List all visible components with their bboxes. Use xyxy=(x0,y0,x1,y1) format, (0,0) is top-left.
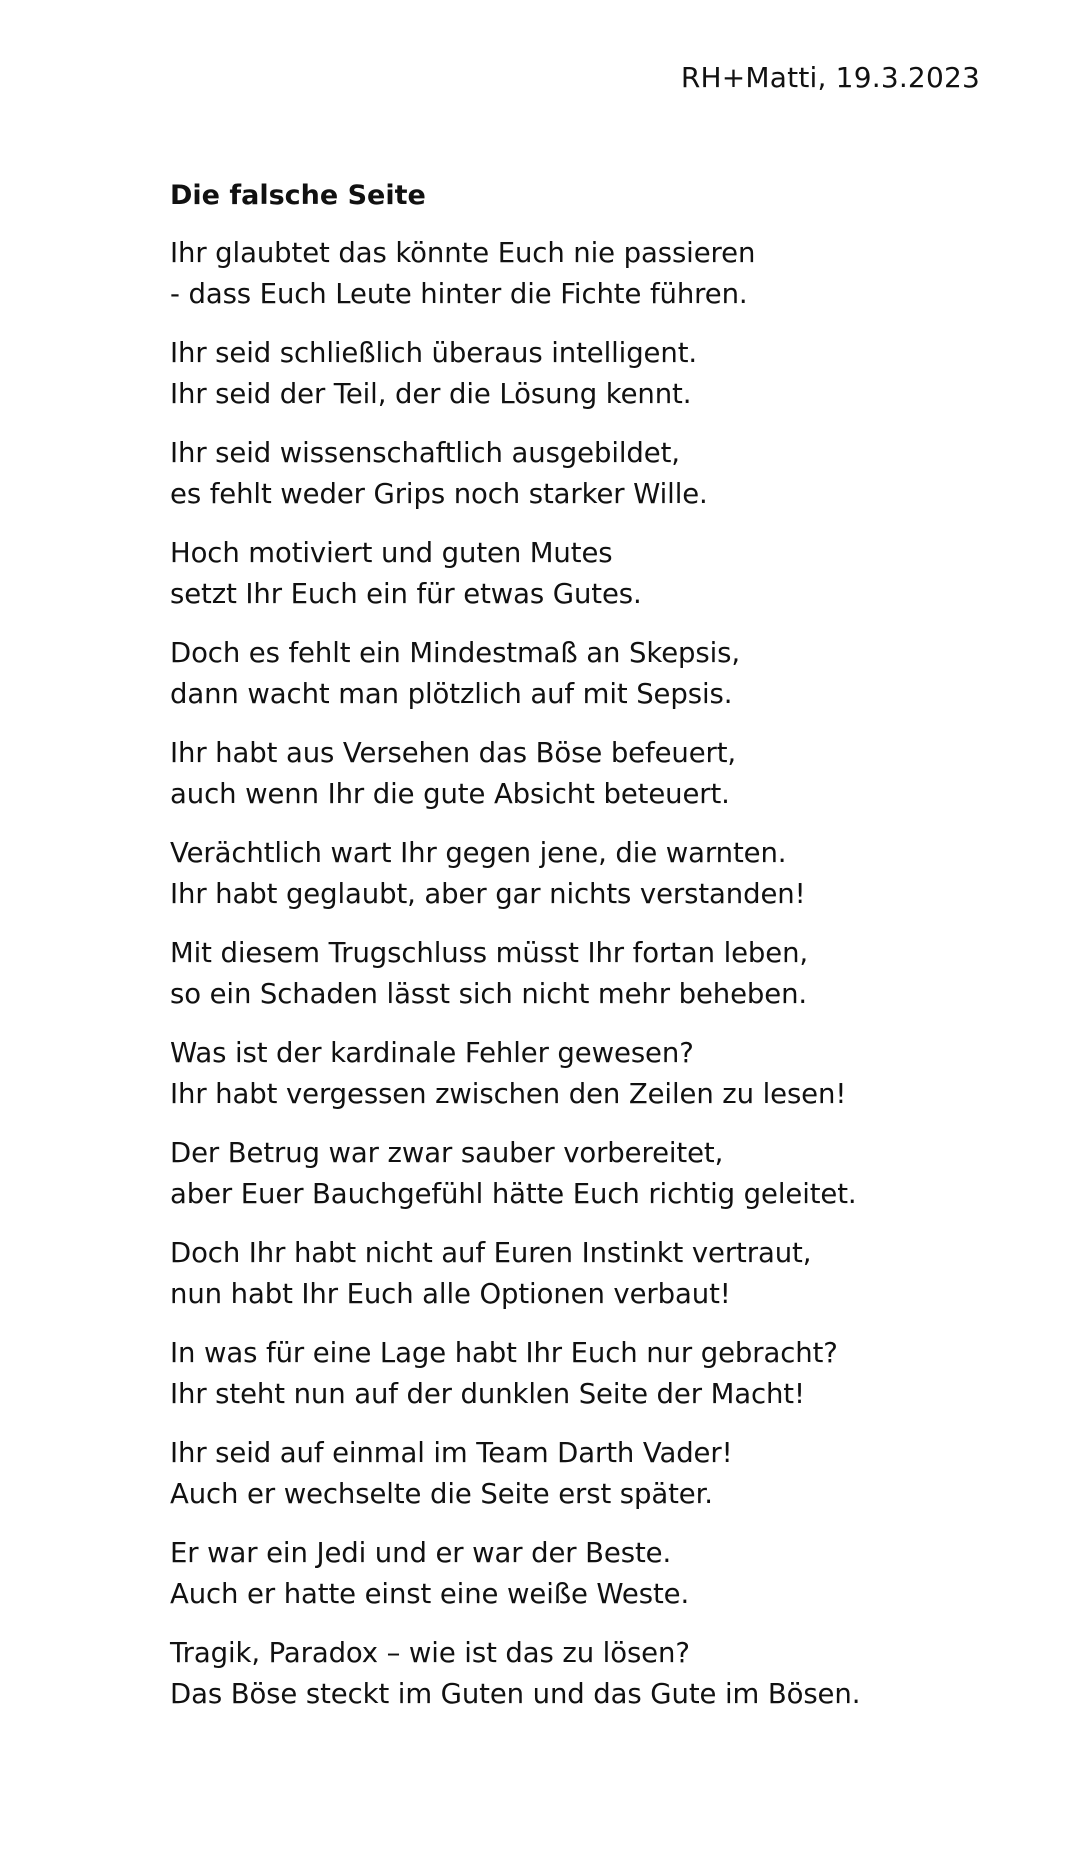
poem-line: Ihr seid schließlich überaus intelligent. xyxy=(170,337,698,369)
poem-line: Ihr seid der Teil, der die Lösung kennt. xyxy=(170,378,692,410)
poem-line: Ihr habt vergessen zwischen den Zeilen zu lesen! xyxy=(170,1078,847,1110)
stanza-13 xyxy=(170,1433,1030,1515)
poem-line: so ein Schaden lässt sich nicht mehr beheben. xyxy=(170,978,808,1010)
poem-line: Doch Ihr habt nicht auf Euren Instinkt vertraut, xyxy=(170,1237,812,1269)
poem-line: Verächtlich wart Ihr gegen jene, die warnten. xyxy=(170,837,787,869)
poem-line: setzt Ihr Euch ein für etwas Gutes. xyxy=(170,578,642,610)
poem-line: Ihr steht nun auf der dunklen Seite der Macht! xyxy=(170,1378,805,1410)
poem-line: Ihr seid auf einmal im Team Darth Vader! xyxy=(170,1437,733,1469)
poem-line: In was für eine Lage habt Ihr Euch nur gebracht? xyxy=(170,1337,838,1369)
stanza-7 xyxy=(170,833,1030,915)
poem-line: Er war ein Jedi und er war der Beste. xyxy=(170,1537,672,1569)
stanza-5 xyxy=(170,633,1030,715)
poem-line: dann wacht man plötzlich auf mit Sepsis. xyxy=(170,678,733,710)
poem-line: Auch er wechselte die Seite erst später. xyxy=(170,1478,713,1510)
stanza-15 xyxy=(170,1633,1030,1715)
poem xyxy=(170,176,1030,1733)
poem-line: Ihr seid wissenschaftlich ausgebildet, xyxy=(170,437,680,469)
poem-line: Das Böse steckt im Guten und das Gute im Bösen. xyxy=(170,1678,861,1710)
poem-line: auch wenn Ihr die gute Absicht beteuert. xyxy=(170,778,730,810)
stanza-6 xyxy=(170,733,1030,815)
stanza-1 xyxy=(170,233,1030,315)
poem-line: Doch es fehlt ein Mindestmaß an Skepsis, xyxy=(170,637,741,669)
stanza-12 xyxy=(170,1333,1030,1415)
stanza-2 xyxy=(170,333,1030,415)
stanza-11 xyxy=(170,1233,1030,1315)
stanza-14 xyxy=(170,1533,1030,1615)
stanza-3 xyxy=(170,433,1030,515)
poem-line: Auch er hatte einst eine weiße Weste. xyxy=(170,1578,690,1610)
poem-line: Was ist der kardinale Fehler gewesen? xyxy=(170,1037,694,1069)
poem-line: Ihr habt geglaubt, aber gar nichts verstanden! xyxy=(170,878,806,910)
stanza-4 xyxy=(170,533,1030,615)
poem-line: Ihr habt aus Versehen das Böse befeuert, xyxy=(170,737,737,769)
poem-line: Hoch motiviert und guten Mutes xyxy=(170,537,613,569)
stanza-9 xyxy=(170,1033,1030,1115)
poem-line: es fehlt weder Grips noch starker Wille. xyxy=(170,478,708,510)
poem-title: Die falsche Seite xyxy=(170,180,426,211)
poem-line: Der Betrug war zwar sauber vorbereitet, xyxy=(170,1137,724,1169)
stanza-10 xyxy=(170,1133,1030,1215)
poem-line: Mit diesem Trugschluss müsst Ihr fortan leben, xyxy=(170,937,809,969)
poem-line: aber Euer Bauchgefühl hätte Euch richtig geleitet. xyxy=(170,1178,857,1210)
stanza-8 xyxy=(170,933,1030,1015)
author-date-line: RH+Matti, 19.3.2023 xyxy=(680,61,980,94)
poem-line: Tragik, Paradox – wie ist das zu lösen? xyxy=(170,1637,690,1669)
poem-line: Ihr glaubtet das könnte Euch nie passieren xyxy=(170,237,756,269)
poem-line: nun habt Ihr Euch alle Optionen verbaut! xyxy=(170,1278,731,1310)
poem-line: - dass Euch Leute hinter die Fichte führen. xyxy=(170,278,748,310)
